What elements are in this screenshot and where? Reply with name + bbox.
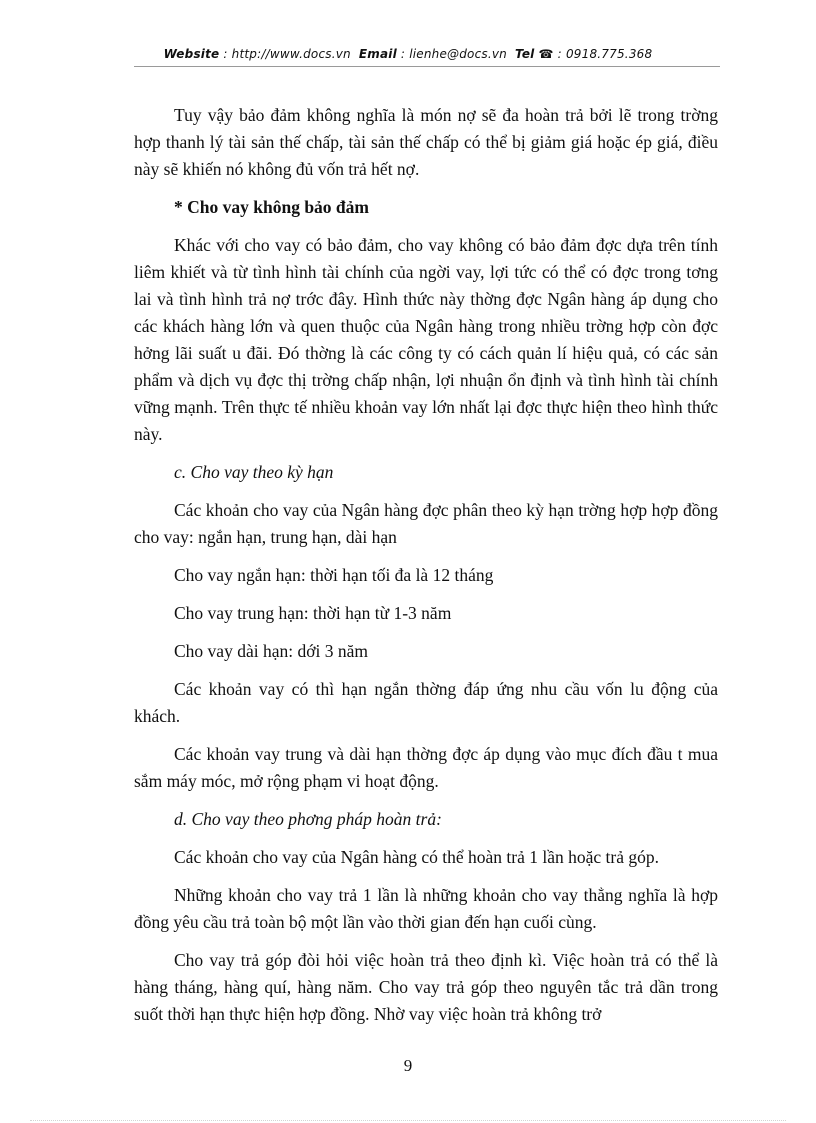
paragraph-unsecured-loans: Khác với cho vay có bảo đảm, cho vay không có bảo đảm đợc dựa trên tính liêm khiết và từ tình hình tài chính của ngời vay, lợi tức có thể có đợc trong tơng lai và tình hình trả nợ trớc đây. Hình thức này thờng đợc Ngân hàng áp dụng cho các khách hàng lớn và quen thuộc của Ngân hàng trong nhiều trờng hợp còn đợc hởng lãi suất u đãi. Đó thờng là các công ty có cách quản lí hiệu quả, có các sản phẩm và dịch vụ đợc thị trờng chấp nhận, lợi nhuận ổn định và tình hình tài chính vững mạnh. Trên thực tế nhiều khoản vay lớn nhất lại đợc thực hiện theo hình thức này. [134, 235, 718, 444]
subsection-heading-repayment-method: d. Cho vay theo phơng pháp hoàn trả: [174, 809, 442, 829]
website-label: Website [163, 47, 220, 61]
paragraph-installment: Cho vay trả góp đòi hỏi việc hoàn trả theo định kì. Việc hoàn trả có thể là hàng tháng, hàng quí, hàng năm. Cho vay trả góp theo nguyên tắc trả dần trong suốt thời hạn thực hiện hợp đồng. Nhờ vay việc hoàn trả không trở [134, 950, 718, 1024]
paragraph-long-term: Cho vay dài hạn: dới 3 năm [174, 641, 368, 661]
subsection-heading-term-loans: c. Cho vay theo kỳ hạn [174, 462, 334, 482]
paragraph-medium-term: Cho vay trung hạn: thời hạn từ 1-3 năm [174, 603, 452, 623]
paragraph-term-classification: Các khoản cho vay của Ngân hàng đợc phân theo kỳ hạn trờng hợp hợp đồng cho vay: ngắn hạn, trung hạn, dài hạn [134, 500, 718, 547]
paragraph-short-term: Cho vay ngắn hạn: thời hạn tối đa là 12 tháng [174, 565, 494, 585]
email-separator: : [396, 47, 410, 61]
tel-separator: : [553, 47, 566, 61]
tel-label: Tel [515, 47, 535, 61]
section-heading-unsecured-loans: * Cho vay không bảo đảm [174, 197, 369, 217]
tel-number: 0918.775.368 [565, 47, 653, 61]
paragraph-repayment-options: Các khoản cho vay của Ngân hàng có thể hoàn trả 1 lần hoặc trả góp. [174, 847, 659, 867]
document-body [134, 102, 718, 1039]
page-header [0, 47, 816, 61]
website-url[interactable]: http://www.docs.vn [231, 47, 351, 61]
email-label: Email [358, 47, 397, 61]
paragraph-short-term-purpose: Các khoản vay có thì hạn ngắn thờng đáp ứng nhu cầu vốn lu động của khách. [134, 679, 718, 726]
website-separator: : [219, 47, 232, 61]
paragraph-medium-long-term-purpose: Các khoản vay trung và dài hạn thờng đợc áp dụng vào mục đích đầu t mua sắm máy móc, mở rộng phạm vi hoạt động. [134, 744, 718, 791]
phone-icon: ☎ [538, 47, 554, 61]
paragraph-single-payment: Những khoản cho vay trả 1 lần là những khoản cho vay thẳng nghĩa là hợp đồng yêu cầu trả toàn bộ một lần vào thời gian đến hạn cuối cùng. [134, 885, 718, 932]
bottom-divider [30, 1120, 786, 1121]
paragraph-collateral-risk: Tuy vậy bảo đảm không nghĩa là món nợ sẽ đa hoàn trả bởi lẽ trong trờng hợp thanh lý tài sản thế chấp, tài sản thế chấp có thể bị giảm giá hoặc ép giá, điều này sẽ khiến nó không đủ vốn trả hết nợ. [134, 105, 718, 179]
page-number: 9 [403, 1056, 413, 1075]
email-address[interactable]: lienhe@docs.vn [409, 47, 507, 61]
header-divider [134, 66, 720, 67]
